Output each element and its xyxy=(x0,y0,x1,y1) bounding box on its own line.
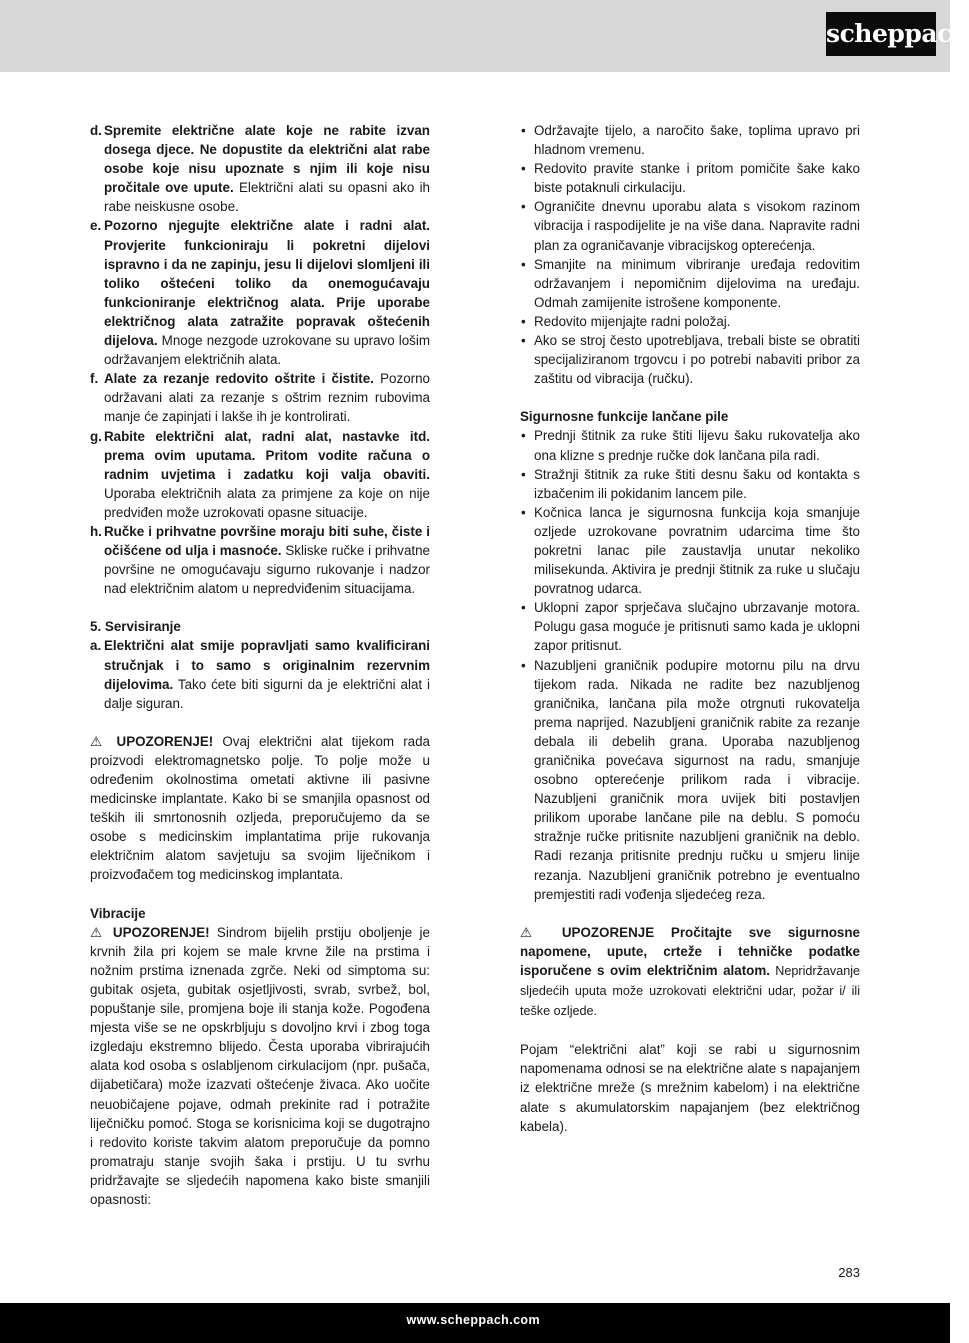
list-marker: e. xyxy=(90,218,102,234)
footer-url: www.scheppach.com xyxy=(406,1313,540,1327)
vibration-heading: Vibracije xyxy=(90,905,146,921)
item-text: Pozorno održavani alati za rezanje s oštrim reznim rubovima manje će zapinjati i lakše ih je kontrolirati. xyxy=(104,371,430,425)
safety-functions-list xyxy=(520,426,860,903)
item-bold-text: Električni alat smije popravljati samo kvalificirani stručnjak i to samo s originalnim rezervnim dijelovima. xyxy=(104,638,430,692)
vibration-warning xyxy=(90,923,430,1209)
warning-text: Nepridržavanje sljedećih uputa može uzrokovati električni udar, požar i/ ili teške ozljede. xyxy=(520,963,861,1019)
warning-icon: ⚠ xyxy=(90,733,108,749)
emf-warning xyxy=(90,732,430,885)
term-definition-paragraph: Pojam “električni alat” koji se rabi u sigurnosnim napomenama odnosi se na električne alate s napajanjem iz električne mreže (s mrežnim kabelom) i na električne alate s akumulatorskim napajanjem (bez električnog kabela). xyxy=(520,1042,860,1134)
service-heading: 5. Servisiranje xyxy=(90,619,181,635)
list-item: • Prednji štitnik za ruke štiti lijevu šaku rukovatelja ako ona klizne s prednje ručke dok lančana pila radi. xyxy=(520,426,860,464)
list-item: • Nazubljeni graničnik podupire motornu pilu na drvu tijekom rada. Nikada ne radite bez nazubljenog graničnika, lančana pila može otrgnuti rukovatelja prema naprijed. Nazubljeni graničnik rabite za rezanje debala ili debelih grana. Uporaba nazubljenog graničnika povećava sigurnost na radu, smanjuje osobno opterećenje prilikom rada i vibracije. Nazubljeni graničnik mora uvijek biti postavljen prilikom uporabe lančane pile na deblu. S pomoću stražnje ručke pritisnite nazubljeni graničnik na deblo. Radi rezanja pritisnite prednju ručku u smjeru linije rezanja. Nazubljeni graničnik potrebno je eventualno premjestiti radi vođenja sljedećeg reza. xyxy=(520,656,860,904)
list-item-d xyxy=(90,121,430,216)
list-item: • Kočnica lanca je sigurnosna funkcija koja smanjuje ozljede uzrokovane povratnim udarcima time što pokretni lanac pile zaustavlja unutar nekoliko milisekunda. Aktivira je prednji štitnik za ruke u slučaju povratnog udarca. xyxy=(520,503,860,598)
item-bold-text: Ručke i prihvatne površine moraju biti suhe, čiste i očišćene od ulja i masnoće. xyxy=(104,523,430,559)
list-marker: g. xyxy=(90,428,102,444)
list-marker: f. xyxy=(90,371,99,387)
warning-bold-text: UPOZORENJE Pročitajte sve sigurnosne napomene, upute, crteže i tehničke podatke isporučene s ovim električnim alatom. xyxy=(520,924,860,978)
item-text: Mnoge nezgode uzrokovane su upravo lošim održavanjem električnih alata. xyxy=(104,333,430,368)
list-item: • Redovito pravite stanke i pritom pomičite šake kako biste potaknuli cirkulaciju. xyxy=(520,159,860,197)
vibration-tips-list xyxy=(520,121,860,388)
warning-label: UPOZORENJE! xyxy=(107,733,214,749)
list-marker: d. xyxy=(90,123,102,138)
warning-text: Sindrom bijelih prstiju oboljenje je krvnih žila pri kojem se male krvne žile na prstima i nožnim prstima iznenada zgrče. Neki od simptoma su: gubitak osjeta, gubitak osjetljivosti, svrab, svrbež, bol, popuštanje sile, promjena boje ili stanja kože. Pogođena mjesta više se ne opskrbljuju s dovoljno krvi i zbog toga izgledaju ekstremno blijedo. Česta uporaba vibrirajućih alata kod osoba s oslabljenom cirkulacijom (npr. pušača, dijabetičara) može izazvati oštećenje živaca. Ako uočite neuobičajene pojave, odmah prekinite rad i potražite liječničku pomoć. Stoga se korisnicima koji se dugotrajno i redovito koriste takvim alatom preporučuje da pomno promatraju stanje svojih šaka i prstiju. U tu svrhu pridržavajte se sljedećih napomena kako biste smanjili opasnosti: xyxy=(90,924,430,1207)
scheppach-logo: scheppach xyxy=(826,12,936,56)
list-marker: h. xyxy=(90,523,102,539)
item-text: Skliske ručke i prihvatne površine ne omogućavaju sigurno rukovanje i nadzor nad električnim alatom u nepredviđenim situacijama. xyxy=(104,543,430,597)
list-item-g xyxy=(90,427,430,522)
item-text: Uporaba električnih alata za primjene za koje on nije predviđen može uzrokovati opasne situacije. xyxy=(104,485,430,520)
list-marker: a. xyxy=(90,638,102,654)
safety-functions-heading: Sigurnosne funkcije lančane pile xyxy=(520,409,729,425)
item-bold-text: Spremite električne alate koje ne rabite izvan dosega djece. Ne dopustite da električni alat rabe osobe koje nisu upoznate s njim ili koje nisu pročitale ove upute. xyxy=(104,123,430,196)
list-item: • Uklopni zapor sprječava slučajno ubrzavanje motora. Polugu gasa moguće je pritisnuti samo kada je uklopni zapor pritisnut. xyxy=(520,598,860,655)
list-item: • Redovito mijenjajte radni položaj. xyxy=(520,312,860,331)
list-item: • Ako se stroj često upotrebljava, trebali biste se obratiti specijaliziranom trgovcu i po potrebi nabaviti pribor za zaštitu od vibracija (ručku). xyxy=(520,331,860,388)
page-number: 283 xyxy=(838,1265,860,1280)
warning-label: UPOZORENJE! xyxy=(105,924,210,940)
item-bold-text: Pozorno njegujte električne alate i radni alat. Provjerite funkcioniraju li pokretni dijelovi ispravno i da ne zapinju, jesu li dijelovi slomljeni ili toliko oštećeni toliko da onemogućavaju funkcioniranje električnog alata. Prije uporabe električnog alata zatražite popravak oštećenih dijelova. xyxy=(104,218,430,349)
list-item-h xyxy=(90,522,430,598)
warning-icon: ⚠ xyxy=(90,924,106,940)
list-item: • Stražnji štitnik za ruke štiti desnu šaku od kontakta s izbačenim ili pokidanim lancem pile. xyxy=(520,465,860,503)
item-bold-text: Rabite električni alat, radni alat, nastavke itd. prema ovim uputama. Pritom vodite računa o radnim uvjetima i zadatku koji valja obaviti. xyxy=(104,428,430,482)
left-column xyxy=(90,121,430,1209)
service-list-item-a xyxy=(90,636,430,712)
list-item: • Održavajte tijelo, a naročito šake, toplima upravo pri hladnom vremenu. xyxy=(520,121,860,159)
list-item: • Ograničite dnevnu uporabu alata s visokom razinom vibracija i raspodijelite je na više dana. Napravite radni plan za ograničavanje vibracijskog opterećenja. xyxy=(520,197,860,254)
item-bold-text: Alate za rezanje redovito oštrite i čistite. xyxy=(104,371,374,387)
list-item-f xyxy=(90,369,430,426)
item-text: Električni alati su opasni ako ih rabe neiskusne osobe. xyxy=(104,180,430,215)
list-item-e xyxy=(90,216,430,369)
right-column xyxy=(520,121,860,1136)
item-text: Tako ćete biti sigurni da je električni alat i dalje siguran. xyxy=(104,676,430,711)
header-band xyxy=(0,0,950,72)
warning-icon: ⚠ xyxy=(520,924,546,940)
general-safety-warning xyxy=(520,923,860,1021)
list-item: • Smanjite na minimum vibriranje uređaja redovitim održavanjem i nepomičnim dijelovima na uređaju. Odmah zamijenite istrošene komponente. xyxy=(520,255,860,312)
warning-text: Ovaj električni alat tijekom rada proizvodi elektromagnetsko polje. To polje može u određenim okolnostima ometati aktivne ili pasivne medicinske implantate. Kako bi se smanjila opasnost od teških ili smrtonosnih ozljeda, preporučujemo da se osobe s medicinskim implantatima prije rukovanja električnim alatom savjetuju sa svojim liječnikom i proizvođačem tog medicinskog implantata. xyxy=(90,733,430,883)
